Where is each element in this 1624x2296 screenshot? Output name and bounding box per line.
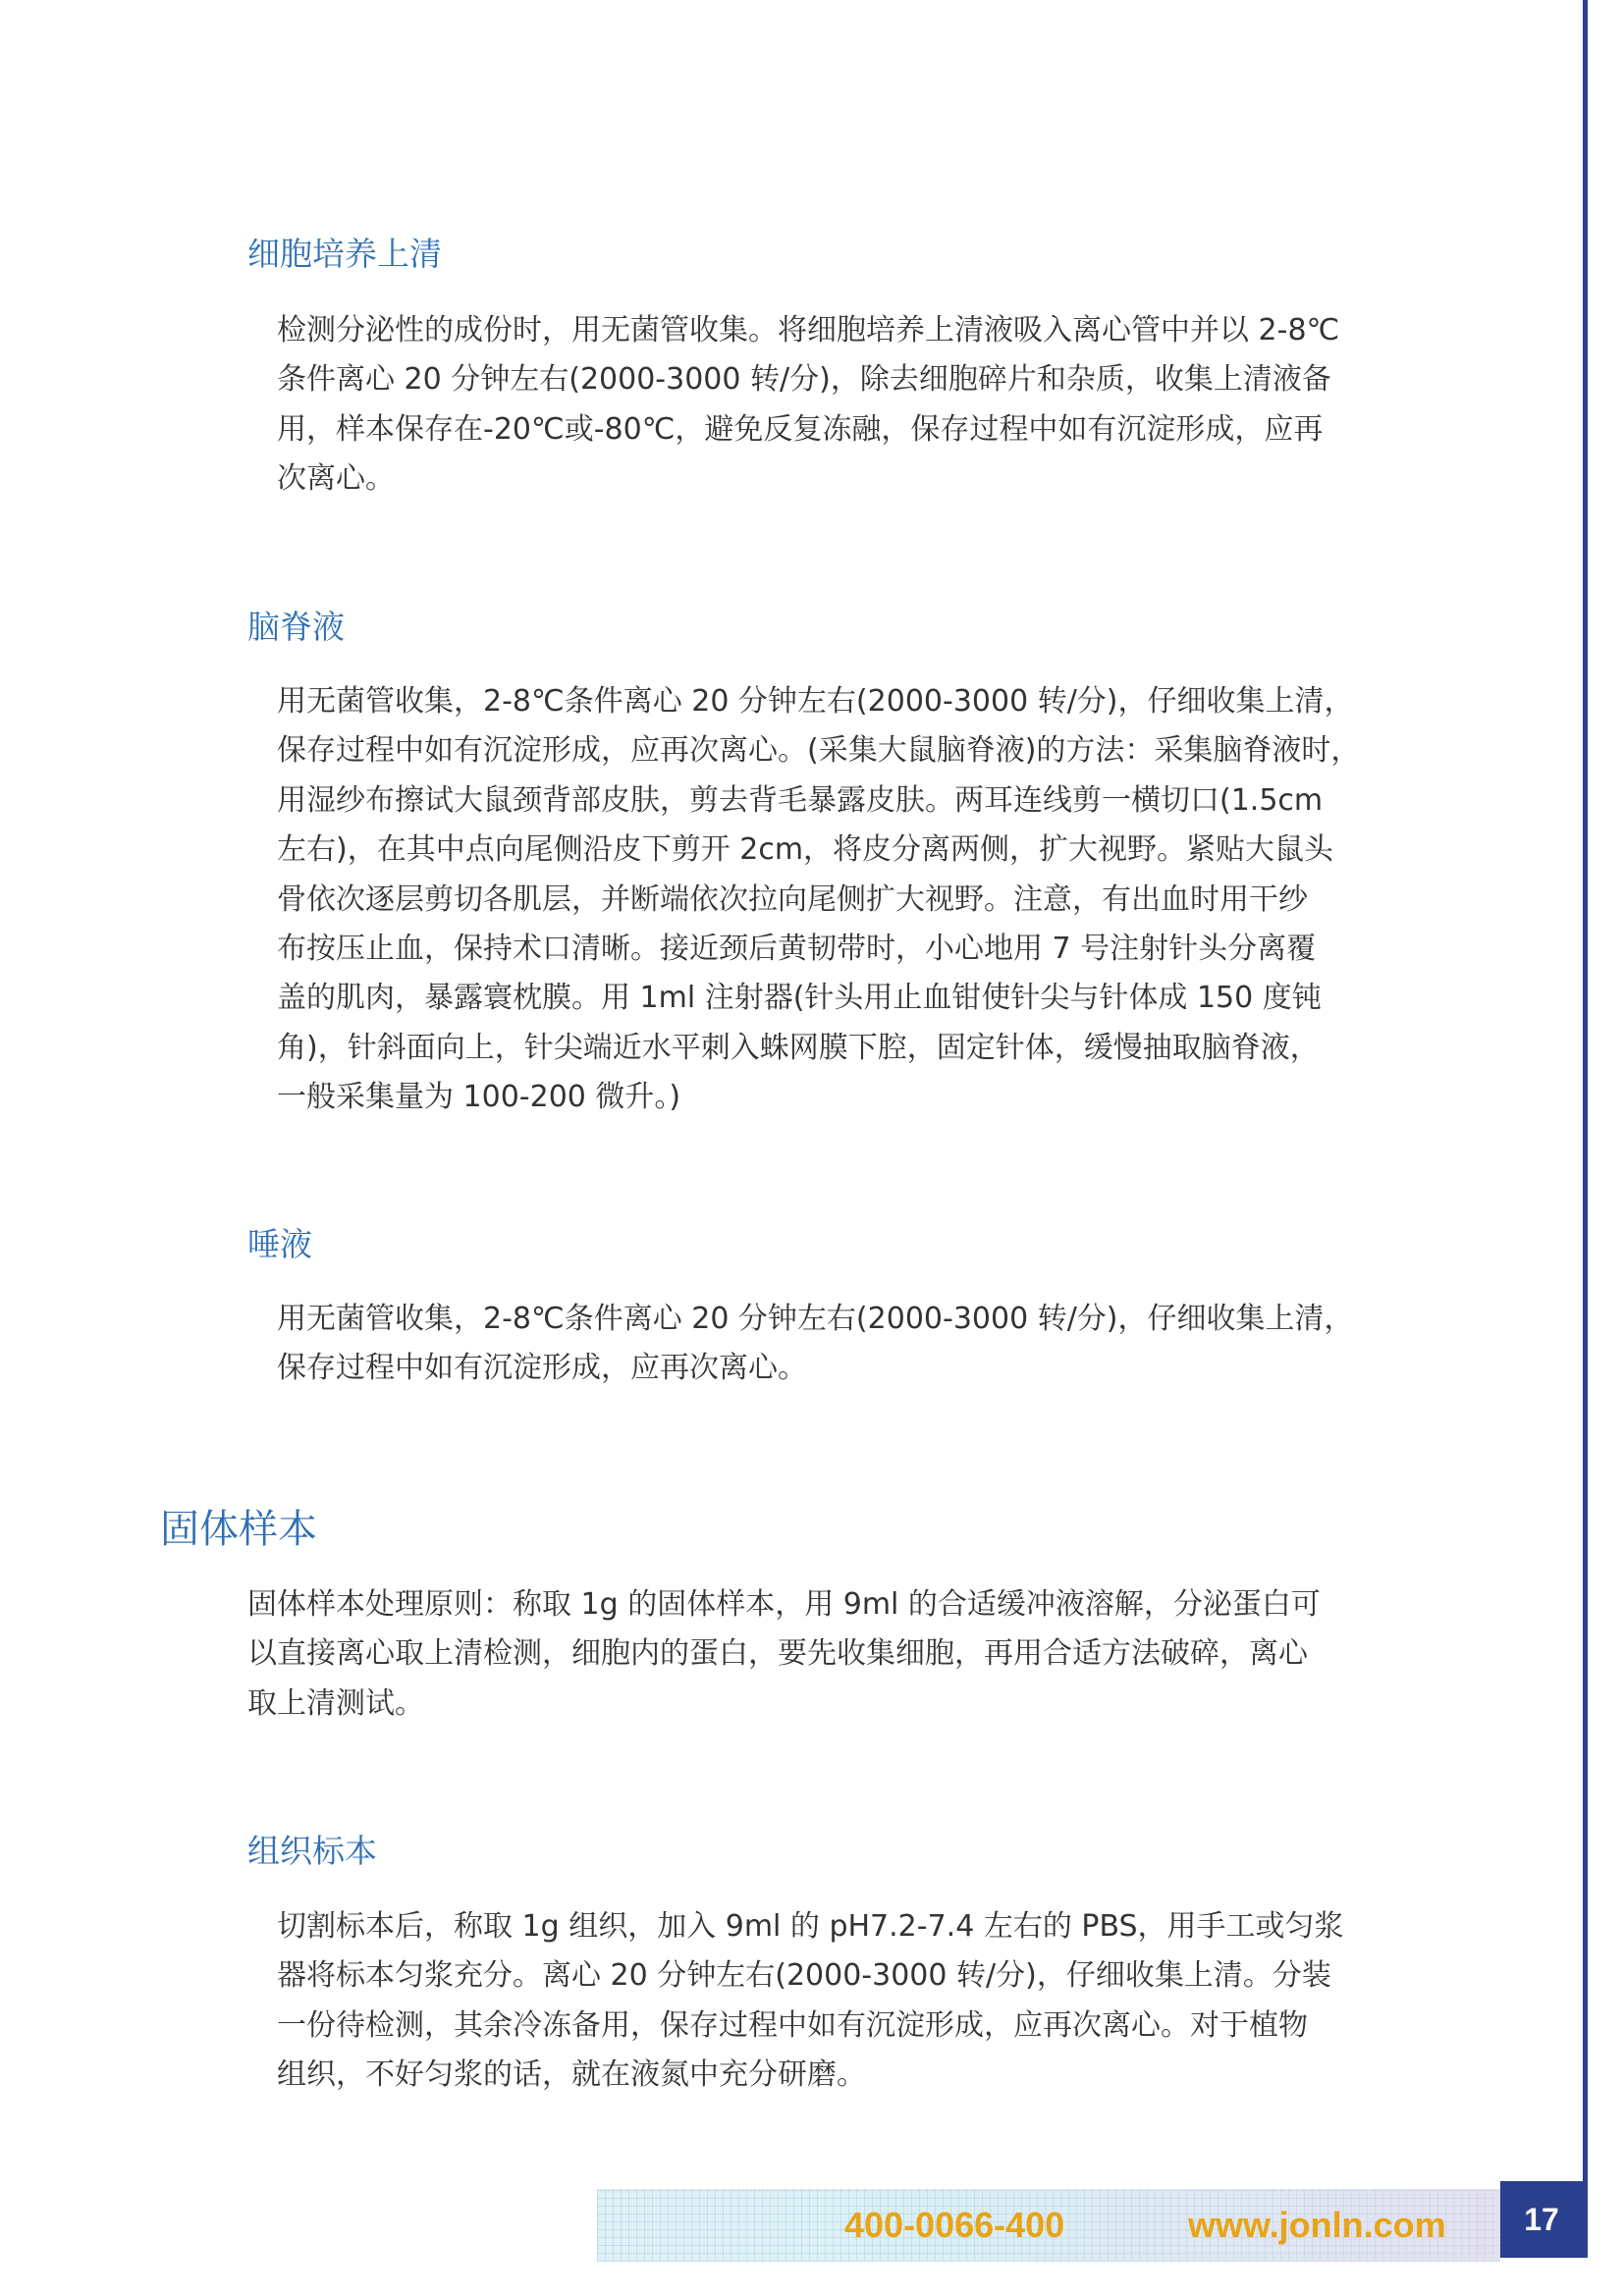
text-line: 左右)，在其中点向尾侧沿皮下剪开 2cm，将皮分离两侧，扩大视野。紧贴大鼠头 bbox=[277, 832, 1334, 868]
heading-solid-sample: 固体样本 bbox=[160, 1507, 317, 1552]
text-line: 一份待检测，其余冷冻备用，保存过程中如有沉淀形成，应再次离心。对于植物 bbox=[277, 2007, 1308, 2043]
text-line: 取上清测试。 bbox=[247, 1685, 424, 1721]
paragraph-saliva bbox=[277, 1295, 1406, 1394]
footer-phone: 400-0066-400 bbox=[844, 2205, 1065, 2245]
text-line: 保存过程中如有沉淀形成，应再次离心。(采集大鼠脑脊液)的方法：采集脑脊液时， bbox=[277, 733, 1361, 769]
paragraph-solid-sample bbox=[247, 1580, 1401, 1729]
heading-csf: 脑脊液 bbox=[247, 608, 345, 646]
text-line: 检测分泌性的成份时，用无菌管收集。将细胞培养上清液吸入离心管中并以 2-8℃ bbox=[277, 313, 1340, 347]
right-edge-rule bbox=[1583, 0, 1588, 2258]
paragraph-tissue bbox=[277, 1902, 1406, 2101]
heading-cell-culture-supernatant: 细胞培养上清 bbox=[247, 235, 442, 273]
text-line: 用，样本保存在-20℃或-80℃，避免反复冻融，保存过程中如有沉淀形成，应再 bbox=[277, 411, 1324, 447]
text-line: 条件离心 20 分钟左右(2000-3000 转/分)，除去细胞碎片和杂质，收集上清液备 bbox=[277, 362, 1331, 398]
text-line: 骨依次逐层剪切各肌层，并断端依次拉向尾侧扩大视野。注意，有出血时用干纱 bbox=[277, 881, 1308, 917]
text-line: 次离心。 bbox=[277, 461, 395, 497]
paragraph-csf bbox=[277, 677, 1406, 1123]
text-line: 布按压止血，保持术口清晰。接近颈后黄韧带时，小心地用 7 号注射针头分离覆 bbox=[277, 932, 1317, 967]
text-line: 固体样本处理原则：称取 1g 的固体样本，用 9ml 的合适缓冲液溶解，分泌蛋白可 bbox=[247, 1587, 1321, 1622]
text-line: 角)，针斜面向上，针尖端近水平刺入蛛网膜下腔，固定针体，缓慢抽取脑脊液， bbox=[277, 1030, 1320, 1065]
text-line: 以直接离心取上清检测，细胞内的蛋白，要先收集细胞，再用合适方法破碎，离心 bbox=[247, 1636, 1308, 1672]
text-line: 切割标本后，称取 1g 组织，加入 9ml 的 pH7.2-7.4 左右的 PBS，用手工或匀浆 bbox=[277, 1909, 1344, 1944]
text-line: 器将标本匀浆充分。离心 20 分钟左右(2000-3000 转/分)，仔细收集上清。分装 bbox=[277, 1958, 1331, 1994]
text-line: 用无菌管收集，2-8℃条件离心 20 分钟左右(2000-3000 转/分)，仔细收集上清， bbox=[277, 684, 1354, 719]
page-number: 17 bbox=[1500, 2181, 1583, 2258]
heading-tissue-specimen: 组织标本 bbox=[247, 1832, 377, 1870]
text-line: 一般采集量为 100-200 微升。) bbox=[277, 1080, 681, 1115]
text-line: 组织，不好匀浆的话，就在液氮中充分研磨。 bbox=[277, 2057, 866, 2093]
footer-url: www.jonln.com bbox=[1188, 2205, 1446, 2245]
paragraph-cell-culture bbox=[277, 306, 1406, 505]
text-line: 保存过程中如有沉淀形成，应再次离心。 bbox=[277, 1351, 807, 1386]
text-line: 盖的肌肉，暴露寰枕膜。用 1ml 注射器(针头用止血钳使针尖与针体成 150 度钝 bbox=[277, 981, 1322, 1016]
text-line: 用无菌管收集，2-8℃条件离心 20 分钟左右(2000-3000 转/分)，仔细收集上清， bbox=[277, 1302, 1354, 1336]
heading-saliva: 唾液 bbox=[247, 1225, 312, 1263]
text-line: 用湿纱布擦试大鼠颈背部皮肤，剪去背毛暴露皮肤。两耳连线剪一横切口(1.5cm bbox=[277, 782, 1324, 818]
